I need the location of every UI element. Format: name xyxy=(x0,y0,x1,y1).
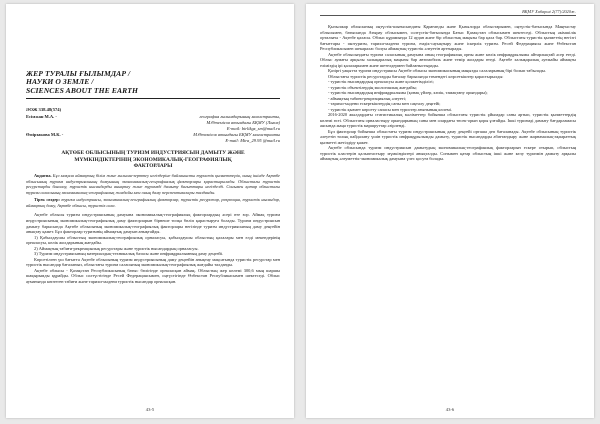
body-paragraph: 3) Туризм индустриясының материалдық-техникалық базасы және инфрақұрылымның даму деңгейі. xyxy=(34,251,224,257)
keywords-text: туризм индустриясы, экономикалық-географиялық факторлар, туристік ресурстар, рекреация, туристік нысандар, аймақтық даму, Ақтөбе облысы, туристік сала. xyxy=(26,197,280,208)
body-paragraph: Ақтөбе облысында туризм индустриясын дамытудың экономикалық-географиялық факторларын ескере отырып, облыстың туристік кластерін қалыптастыру мүмкіндіктері анықталды. Сонымен қатар облыстың ішкі және келу туризмін дамыту арқылы аймақтың әлеуметтік-экономикалық дамуына үлес қосуға болады. xyxy=(320,145,576,162)
list-item: - аймақтың табиғи-рекреациялық әлеуеті; xyxy=(328,95,407,101)
section-title xyxy=(26,70,280,95)
left-page-content xyxy=(26,16,280,400)
body-paragraph: 1) Қабылдаушы облыстың экономикалық-географиялық орналасуы, қабылдаушы облыстың қалалары мен елді мекендерінің орналасуы, көлік жолдарының жағдайы. xyxy=(26,234,280,246)
list-item: - тарихи-мәдени ескерткіштердің саны мен сақталу деңгейі; xyxy=(328,101,441,107)
authors-block xyxy=(26,114,280,144)
udk-code: ӘОЖ 338.48(574) xyxy=(26,107,62,113)
abstract-label: Аңдатпа. xyxy=(34,173,52,179)
body-paragraph: Ақтөбе облысы туризм индустриясының дамуына экономикалық-географиялық факторлардың әсері өте зор. Аймақ туризм индустриясының экономикалық-географиялық даму факторларын бірнеше топқа бөліп қарастыруға болады. Туризм индустриясын дамыту барысында Ақтөбе облысының экономикалық-географиялық факторлары негізінде туризм индустриясының даму деңгейін анықтау қажет. Бұл факторлар туризмнің аймақтық дамуын анықтайды. xyxy=(26,212,280,235)
body-paragraph: Қазіргі уақытта туризм индустриясы Ақтөбе облысы экономикасының маңызды салаларының бірі болып табылады. xyxy=(328,68,546,74)
list-item: - туристік қызмет көрсету сапасы мен туристер ағынының көлемі. xyxy=(328,106,452,112)
right-page xyxy=(306,4,594,418)
right-page-content xyxy=(320,24,576,400)
article-title xyxy=(26,150,280,169)
keywords xyxy=(26,197,280,208)
author-affiliation: М.Өтемісов атындағы БҚМУ магистранты xyxy=(193,132,280,138)
author-affiliation-2: М.Өтемісов атындағы БҚМУ (Львов) xyxy=(206,120,280,126)
body-text xyxy=(320,24,576,162)
section-title-line: SCIENCES ABOUT THE EARTH xyxy=(26,85,139,95)
author-name: Өмірзакова М.К. - xyxy=(26,132,64,138)
body-paragraph: 2016-2020 жылдардағы статистикалық мәліметтер бойынша облыстағы туристік ұйымдар саны артып, туристік қызметтердің көлемі өсті. Облыстағы орналастыру орындарының саны мен олардағы төсек-орын қоры ұлғайды. Ішкі туризмді дамыту бағдарламасы аясында жаңа туристік маршруттар әзірленді. xyxy=(320,112,576,129)
page-number: 43-5 xyxy=(145,407,155,412)
left-page xyxy=(6,4,294,418)
page-number: 43-6 xyxy=(445,407,455,412)
article-title-line: ФАКТОРЛАРЫ xyxy=(133,163,173,170)
author-email: E-mail: Mira_29.95 @mail.ru xyxy=(225,138,280,144)
abstract-text: Бұл мақала аймақтың білім және ғылыми-зерттеу негіздеріне байланысты туристік қызметтерін, оның ішінде Ақтөбе облысының туризм индустриясының дамуының экономикалық-географиялық факторлары қарастырылады. Облыстағы туристік ресурстарды бағалау, туристік нысандарды анықтау және туризмді дамыту бағыттары негізделді. Сонымен қатар облыстағы туризм саласының экономикалық-географиялық жағдайы мен оның даму перспективалары талданды. xyxy=(26,173,280,195)
body-paragraph: Ақтөбе облысы - Қазақстан Республикасының батыс бөлігінде орналасқан аймақ. Облыстың жер көлемі 300,6 мың шаршы шақырымды құрайды. Облыс солтүстігінде Ресей Федерациясымен, оңтүстігінде Өзбекстан Республикасымен шектеседі. Облыс аумағында көптеген табиғи және тарихи-мәдени туристік нысандар орналасқан. xyxy=(26,267,280,284)
body-paragraph: Көрсетілген үш бағытта Ақтөбе облысының туризм индустриясының даму деңгейін анықтау мақсатында туристік ресурстар мен туристік нысандар бағаланып, облыстағы туризм саласының экономикалық-географиялық жағдайы талданды. xyxy=(26,256,280,268)
section-title-line: ЖЕР ТУРАЛЫ ҒЫЛЫМДАР / xyxy=(26,69,131,78)
body-paragraph: Облыстағы туристік ресурстарды бағалау барысында төмендегі көрсеткіштер қарастырылды: xyxy=(328,73,504,79)
list-item: - туристік объектілердің экологиялық жағдайы; xyxy=(328,84,417,90)
author-name: Есімжан М.А. - xyxy=(26,114,57,120)
section-title-line: НАУКИ О ЗЕМЛЕ / xyxy=(26,77,94,87)
article-title-line: МҮМКІНДІКТЕРІНІҢ ЭКОНОМИКАЛЫҚ-ГЕОГРАФИЯЛЫҚ xyxy=(74,156,232,163)
body-paragraph: 2) Аймақтың табиғи-рекреациялық ресурстары және туристік нысандардың орналасуы. xyxy=(34,245,199,251)
body-paragraph: Қызылжар облысының оңтүстік-шығысындағы Қарағанды және Қызылорда облыстарымен, оңтүстік-батысында Маңғыстау облысымен, батысында Атырау облысымен, солтүстік-батысында Батыс Қазақстан облысымен шектеседі. Облыстың әкімшілік орталығы - Ақтөбе қаласы. Облыс құрамында 12 аудан және бір облыстық маңызы бар қала бар. Облыстағы туристік қызметтің негізгі бағыттары - экотуризм, тарихи-мәдени туризм, емдік-сауықтыру және іскерлік туризм. Ресей Федерациясы және Өзбекстан Республикасымен шекаралас болуы аймақтың туристік әлеуетін арттырады. xyxy=(320,24,576,52)
author-affiliation: география ғылымдарының магистранты, xyxy=(199,114,280,120)
author-email: E-mail: birlіkgz_sm@mail.ru xyxy=(226,126,280,132)
body-text xyxy=(26,212,280,284)
article-title-line: АҚТӨБЕ ОБЛЫСЫНЫҢ ТУРИЗМ ИНДУСТРИЯСЫН ДАМЫТУ ЖӘНЕ xyxy=(61,150,245,157)
body-paragraph: Бұл факторлар бойынша облыстағы туризм индустриясының даму деңгейі орташа деп бағаланады. Ақтөбе облысының туристік әлеуетін толық пайдалану үшін туристік инфрақұрылымды дамыту, туристік нысандарды абаттандыру және жарнамалық-ақпараттық қызметті жетілдіру қажет. xyxy=(320,128,576,145)
section-divider xyxy=(26,98,280,99)
keywords-label: Тірек сөздер: xyxy=(34,197,60,203)
body-paragraph: Ақтөбе облысындағы туризм саласының дамуына оның географиялық орны және көлік инфрақұрылымы айтарлықтай әсер етеді. Облыс аумағы арқылы халықаралық маңызы бар автомобиль және темір жолдары өтеді. Ақтөбе халықаралық әуежайы аймақты еліміздің ірі қалаларымен және шетелдермен байланыстырады. xyxy=(320,51,576,68)
running-header: ВҚМУ Хабарші 2(77)/2020ж. xyxy=(320,9,576,16)
list-item: - туристік нысандардың орналасуы және қолжетімділігі; xyxy=(328,79,434,85)
abstract xyxy=(26,173,280,195)
list-item: - туристік нысандардың инфрақұрылымы (қонақ үйлер, көлік, тамақтану орындары); xyxy=(328,90,488,96)
